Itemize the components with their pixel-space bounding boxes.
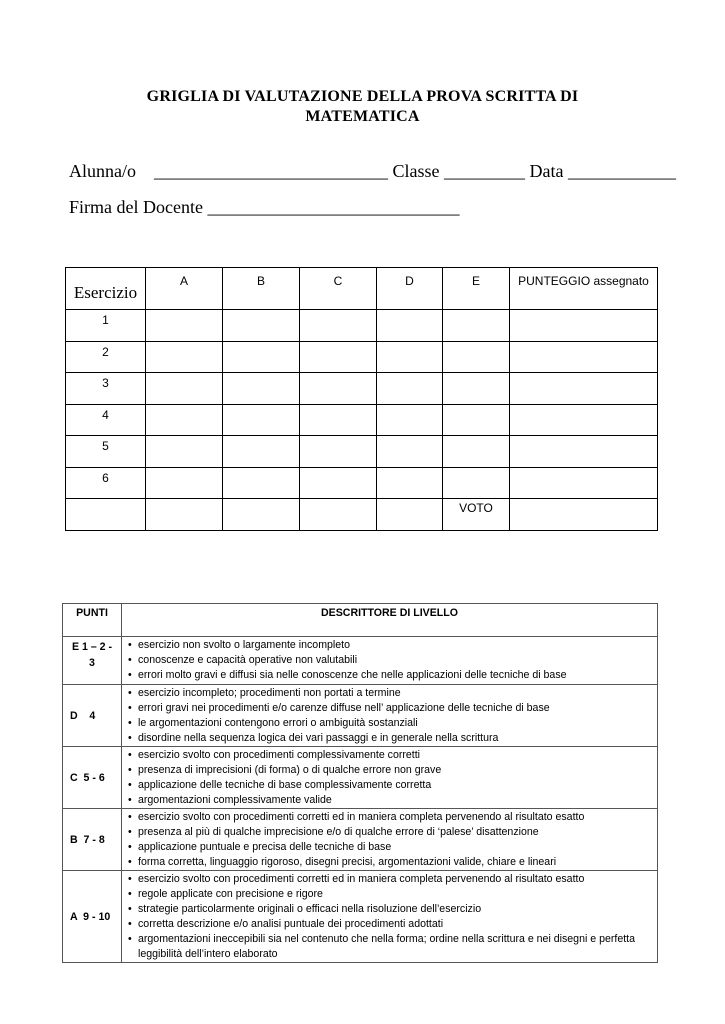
score-cell[interactable] (443, 341, 510, 373)
score-cell[interactable] (223, 341, 300, 373)
header-a: A (146, 268, 223, 310)
bullet-icon: • (128, 841, 132, 853)
level-label: C 5 - 6 (63, 747, 122, 809)
list-item: • corretta descrizione e/o analisi puntuale dei procedimenti adottati (128, 918, 444, 930)
list-item: • presenza di imprecisioni (di forma) o di qualche errore non grave (128, 764, 442, 776)
list-item: • argomentazioni ineccepibili sia nel contenuto che nella forma; ordine nella scrittura e nei disegni e perfetta leggibilità dell’intero elaborato (128, 933, 636, 960)
data-label: Data (529, 161, 564, 181)
table-row (66, 467, 658, 499)
bullet-icon: • (128, 669, 132, 681)
header-b: B (223, 268, 300, 310)
score-cell[interactable] (510, 373, 658, 405)
exercise-number: 2 (66, 341, 146, 373)
bullet-icon: • (128, 654, 132, 666)
level-label: D 4 (63, 685, 122, 747)
level-row-e (63, 637, 658, 685)
score-cell[interactable] (300, 373, 377, 405)
data-blank: ____________ (567, 161, 676, 181)
list-item: • errori gravi nei procedimenti e/o carenze diffuse nell’ applicazione delle tecniche di base (128, 702, 550, 714)
score-cell[interactable] (510, 436, 658, 468)
table-row (66, 373, 658, 405)
score-cell[interactable] (223, 436, 300, 468)
level-descriptors (122, 747, 658, 809)
bullet-icon: • (128, 826, 132, 838)
alunno-label: Alunna/o (69, 161, 136, 181)
score-cell[interactable] (146, 467, 223, 499)
title-line-2: MATEMATICA (305, 108, 420, 125)
score-cell[interactable] (146, 373, 223, 405)
score-cell[interactable] (377, 341, 443, 373)
voto-cell[interactable] (510, 499, 658, 531)
score-cell[interactable] (300, 310, 377, 342)
score-cell[interactable] (146, 436, 223, 468)
list-item: • conoscenze e capacità operative non valutabili (128, 654, 358, 666)
level-row-b (63, 809, 658, 871)
list-item: • argomentazioni complessivamente valide (128, 794, 332, 806)
bullet-icon: • (128, 687, 132, 699)
list-item: • errori molto gravi e diffusi sia nelle conoscenze che nelle applicazioni delle tecniche di base (128, 669, 567, 681)
voto-row (66, 499, 658, 531)
score-cell[interactable] (223, 310, 300, 342)
header-d: D (377, 268, 443, 310)
score-cell[interactable] (146, 310, 223, 342)
bullet-icon: • (128, 717, 132, 729)
firma-blank: ____________________________ (207, 197, 460, 217)
list-item: • applicazione delle tecniche di base complessivamente corretta (128, 779, 432, 791)
empty-cell (300, 499, 377, 531)
level-row-a (63, 871, 658, 963)
list-item: • regole applicate con precisione e rigore (128, 888, 323, 900)
list-item: • esercizio svolto con procedimenti corretti ed in maniera completa pervenendo al risultato esatto (128, 811, 585, 823)
score-cell[interactable] (443, 404, 510, 436)
exercise-number: 6 (66, 467, 146, 499)
score-cell[interactable] (377, 467, 443, 499)
level-label: A 9 - 10 (63, 871, 122, 963)
header-punteggio: PUNTEGGIO assegnato (510, 268, 658, 310)
score-cell[interactable] (443, 373, 510, 405)
alunno-blank: __________________________ (154, 161, 388, 181)
list-item: • esercizio non svolto o largamente incompleto (128, 639, 350, 651)
bullet-icon: • (128, 749, 132, 761)
score-cell[interactable] (510, 404, 658, 436)
voto-label: VOTO (443, 499, 510, 531)
exercise-number: 1 (66, 310, 146, 342)
level-label-line-1: E 1 – 2 - (71, 641, 113, 653)
bullet-icon: • (128, 639, 132, 651)
score-cell[interactable] (223, 467, 300, 499)
list-item: • disordine nella sequenza logica dei vari passaggi e in generale nella scrittura (128, 732, 499, 744)
exercise-number: 4 (66, 404, 146, 436)
score-cell[interactable] (443, 436, 510, 468)
empty-cell (146, 499, 223, 531)
table-row (66, 310, 658, 342)
score-table (65, 267, 658, 531)
score-cell[interactable] (300, 467, 377, 499)
bullet-icon: • (128, 856, 132, 868)
list-item: • esercizio svolto con procedimenti complessivamente corretti (128, 749, 421, 761)
exercise-number: 5 (66, 436, 146, 468)
score-cell[interactable] (146, 341, 223, 373)
header-c: C (300, 268, 377, 310)
header-e: E (443, 268, 510, 310)
bullet-icon: • (128, 794, 132, 806)
score-cell[interactable] (443, 467, 510, 499)
empty-cell (223, 499, 300, 531)
bullet-icon: • (128, 779, 132, 791)
list-item: • esercizio svolto con procedimenti corretti ed in maniera completa pervenendo al risultato esatto (128, 873, 585, 885)
score-cell[interactable] (510, 341, 658, 373)
header-esercizio: Esercizio (66, 268, 146, 310)
score-cell[interactable] (223, 373, 300, 405)
level-row-d (63, 685, 658, 747)
level-descriptors (122, 637, 658, 685)
list-item: • applicazione puntuale e precisa delle tecniche di base (128, 841, 392, 853)
bullet-icon: • (128, 732, 132, 744)
bullet-icon: • (128, 811, 132, 823)
list-item: • esercizio incompleto; procedimenti non portati a termine (128, 687, 401, 699)
list-item: • presenza al più di qualche imprecisione e/o di qualche errore di ‘palese’ disattenzione (128, 826, 539, 838)
score-cell[interactable] (510, 467, 658, 499)
score-cell[interactable] (300, 341, 377, 373)
classe-label: Classe (392, 161, 440, 181)
level-label: B 7 - 8 (63, 809, 122, 871)
score-cell[interactable] (146, 404, 223, 436)
bullet-icon: • (128, 888, 132, 900)
bullet-icon: • (128, 702, 132, 714)
level-label (63, 637, 122, 685)
score-table-header (66, 268, 658, 310)
header-descrittore: DESCRITTORE DI LIVELLO (122, 604, 658, 637)
score-cell[interactable] (443, 310, 510, 342)
score-cell[interactable] (377, 404, 443, 436)
table-row (66, 341, 658, 373)
teacher-signature-line (69, 195, 669, 219)
level-descriptors (122, 685, 658, 747)
header-punti: PUNTI (63, 604, 122, 637)
level-descriptors (122, 809, 658, 871)
bullet-icon: • (128, 873, 132, 885)
list-item: • le argomentazioni contengono errori o ambiguità sostanziali (128, 717, 418, 729)
bullet-icon: • (128, 903, 132, 915)
firma-label: Firma del Docente (69, 197, 203, 217)
page-title (60, 87, 665, 127)
empty-cell (66, 499, 146, 531)
score-cell[interactable] (377, 310, 443, 342)
bullet-icon: • (128, 918, 132, 930)
bullet-icon: • (128, 764, 132, 776)
level-descriptors (122, 871, 658, 963)
score-cell[interactable] (300, 404, 377, 436)
bullet-icon: • (128, 933, 132, 945)
descriptor-table-header (63, 604, 658, 637)
list-item: • strategie particolarmente originali o efficaci nella risoluzione dell’esercizio (128, 903, 482, 915)
table-row (66, 404, 658, 436)
classe-blank: _________ (444, 161, 525, 181)
level-label-line-2: 3 (89, 657, 95, 669)
score-cell[interactable] (377, 436, 443, 468)
descriptor-table (62, 603, 658, 963)
score-cell[interactable] (510, 310, 658, 342)
level-row-c (63, 747, 658, 809)
exercise-number: 3 (66, 373, 146, 405)
score-cell[interactable] (377, 373, 443, 405)
score-cell[interactable] (223, 404, 300, 436)
student-info-line (69, 159, 676, 183)
list-item: • forma corretta, linguaggio rigoroso, disegni precisi, argomentazioni valide, chiare e lineari (128, 856, 557, 868)
table-row (66, 436, 658, 468)
title-line-1: GRIGLIA DI VALUTAZIONE DELLA PROVA SCRITTA DI (146, 88, 579, 105)
empty-cell (377, 499, 443, 531)
score-cell[interactable] (300, 436, 377, 468)
